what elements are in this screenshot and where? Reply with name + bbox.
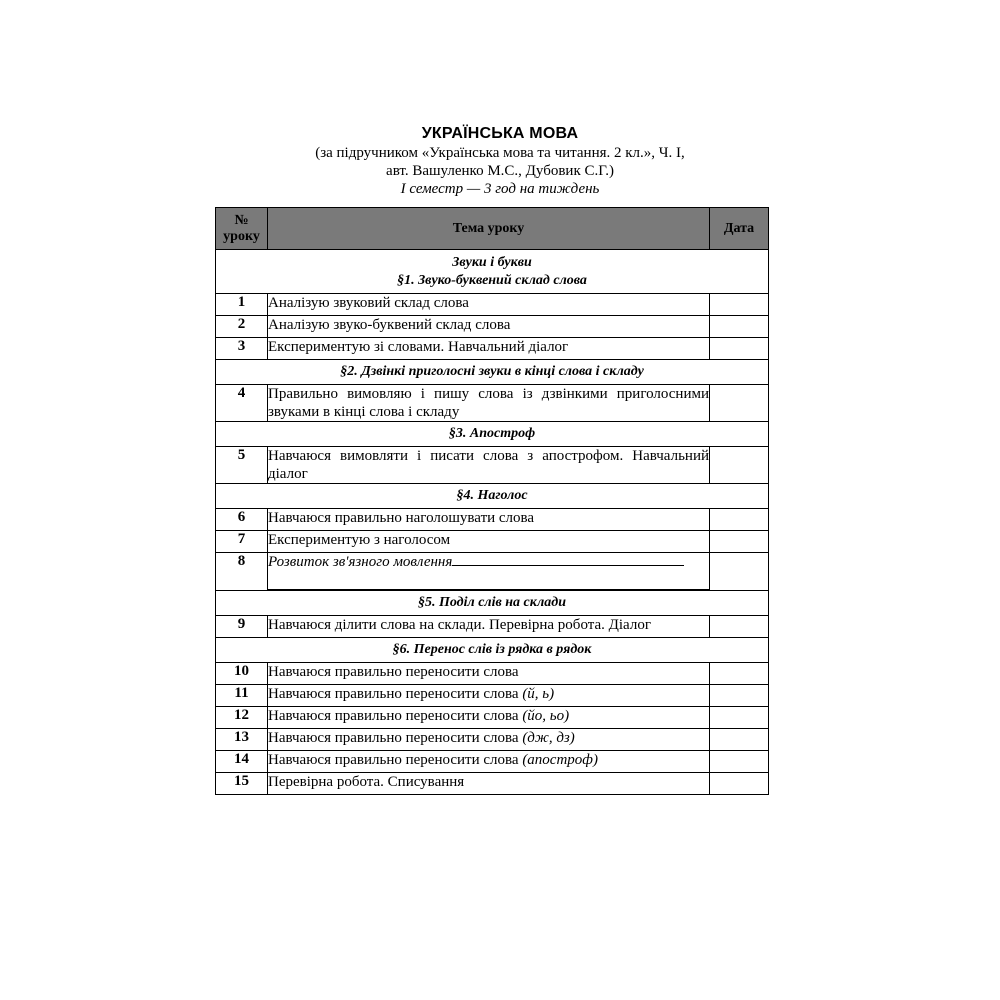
lesson-date-cell [710, 685, 769, 707]
header-lesson-number: № уроку [216, 208, 268, 250]
section-title [216, 250, 769, 294]
lesson-topic: Експериментую з наголосом [268, 532, 451, 548]
lesson-row [216, 316, 769, 338]
section-header-row [216, 484, 769, 509]
lesson-row [216, 447, 769, 484]
lesson-date-cell [710, 509, 769, 531]
lesson-row [216, 751, 769, 773]
lesson-topic: Експериментую зі словами. Навчальний діалог [268, 339, 569, 355]
lesson-topic-suffix: (апостроф) [522, 752, 598, 768]
lesson-topic-cell [268, 707, 710, 729]
lesson-date-cell [710, 294, 769, 316]
lesson-number: 13 [216, 729, 268, 751]
lesson-row [216, 294, 769, 316]
semester-hours: І семестр — 3 год на тиждень [400, 181, 600, 197]
table-body [216, 250, 769, 795]
lesson-topic-cell [268, 338, 710, 360]
lesson-number: 3 [216, 338, 268, 360]
section-title-line: §4. Наголос [456, 488, 528, 503]
lesson-number: 10 [216, 663, 268, 685]
lesson-date-cell [710, 663, 769, 685]
lesson-topic-cell [268, 616, 710, 638]
lesson-row [216, 338, 769, 360]
lesson-topic: Аналізую звуко-буквений склад слова [268, 317, 511, 333]
lesson-date-cell [710, 707, 769, 729]
lesson-row [216, 685, 769, 707]
section-header-row [216, 422, 769, 447]
lesson-topic-cell [268, 663, 710, 685]
lesson-row [216, 531, 769, 553]
page-title: УКРАЇНСЬКА МОВА [421, 125, 579, 142]
lesson-topic-cell [268, 553, 710, 591]
lesson-topic: Аналізую звуковий склад слова [268, 295, 469, 311]
lesson-number: 5 [216, 447, 268, 484]
lesson-topic-cell [268, 316, 710, 338]
lesson-row [216, 385, 769, 422]
lesson-date-cell [710, 316, 769, 338]
lesson-number: 6 [216, 509, 268, 531]
lesson-date-cell [710, 616, 769, 638]
lesson-topic: Розвиток зв'язного мовлення [268, 554, 453, 570]
lesson-topic-suffix: (йо, ьо) [522, 708, 570, 724]
lesson-number: 2 [216, 316, 268, 338]
section-header-row [216, 638, 769, 663]
section-title [216, 484, 769, 509]
textbook-authors: авт. Вашуленко М.С., Дубовик С.Г.) [386, 163, 614, 179]
lesson-date-cell [710, 385, 769, 422]
lesson-topic: Навчаюся правильно переносити слова [268, 686, 519, 702]
lesson-row [216, 707, 769, 729]
lesson-topic: Навчаюся правильно переносити слова [268, 664, 519, 680]
lesson-topic-suffix: (дж, дз) [522, 730, 575, 746]
lesson-topic-cell [268, 685, 710, 707]
lesson-number: 4 [216, 385, 268, 422]
section-title-line: §6. Перенос слів із рядка в рядок [392, 642, 592, 657]
lesson-row [216, 663, 769, 685]
lesson-date-cell [710, 531, 769, 553]
lesson-topic-cell [268, 447, 710, 484]
lesson-number: 14 [216, 751, 268, 773]
lesson-number: 11 [216, 685, 268, 707]
section-header-row [216, 360, 769, 385]
lesson-topic: Навчаюся правильно переносити слова [268, 730, 519, 746]
lesson-row [216, 773, 769, 795]
lesson-topic: Навчаюся правильно переносити слова [268, 708, 519, 724]
lesson-number: 7 [216, 531, 268, 553]
lesson-row [216, 616, 769, 638]
lesson-topic-cell [268, 385, 710, 422]
lesson-topic-cell [268, 509, 710, 531]
lesson-number: 15 [216, 773, 268, 795]
section-title [216, 591, 769, 616]
document-header [0, 124, 1000, 198]
lesson-number: 12 [216, 707, 268, 729]
lesson-topic-cell [268, 773, 710, 795]
fill-in-line [452, 553, 684, 566]
lesson-date-cell [710, 447, 769, 484]
section-header-row [216, 591, 769, 616]
lesson-date-cell [710, 773, 769, 795]
lesson-topic-cell [268, 531, 710, 553]
header-lesson-topic: Тема уроку [268, 208, 710, 250]
lesson-topic: Перевірна робота. Списування [268, 774, 465, 790]
lesson-topic: Навчаюся правильно переносити слова [268, 752, 519, 768]
lesson-number: 8 [216, 553, 268, 591]
section-title-line: §1. Звуко-буквений склад слова [397, 273, 587, 288]
section-title [216, 422, 769, 447]
section-title [216, 638, 769, 663]
section-title-line: §2. Дзвінкі приголосні звуки в кінці слова і складу [340, 364, 644, 379]
header-date: Дата [710, 208, 769, 250]
section-title-line: Звуки і букви [452, 255, 532, 270]
textbook-reference: (за підручником «Українська мова та читання. 2 кл.», Ч. І, [315, 145, 685, 161]
lesson-row [216, 509, 769, 531]
lesson-topic: Навчаюся вимовляти і писати слова з апострофом. Навчальний діалог [268, 448, 709, 482]
lesson-row [216, 553, 769, 591]
lesson-date-cell [710, 729, 769, 751]
lesson-date-cell [710, 751, 769, 773]
lesson-row [216, 729, 769, 751]
lesson-topic: Навчаюся ділити слова на склади. Перевірна робота. Діалог [268, 617, 651, 633]
section-title-line: §3. Апостроф [448, 426, 536, 441]
lesson-topic: Навчаюся правильно наголошувати слова [268, 510, 535, 526]
lesson-plan-table [215, 207, 769, 795]
lesson-topic-cell [268, 729, 710, 751]
lesson-topic-cell [268, 751, 710, 773]
lesson-date-cell [710, 338, 769, 360]
section-title [216, 360, 769, 385]
lesson-topic-suffix: (й, ь) [522, 686, 555, 702]
lesson-topic-cell [268, 294, 710, 316]
table-header-row [216, 208, 769, 250]
lesson-topic: Правильно вимовляю і пишу слова із дзвінкими приголосними звуками в кінці слова і складу [268, 386, 709, 420]
blank-writing-line [268, 573, 709, 590]
lesson-number: 1 [216, 294, 268, 316]
section-title-line: §5. Поділ слів на склади [417, 595, 567, 610]
lesson-number: 9 [216, 616, 268, 638]
lesson-date-cell [710, 553, 769, 591]
section-header-row [216, 250, 769, 294]
